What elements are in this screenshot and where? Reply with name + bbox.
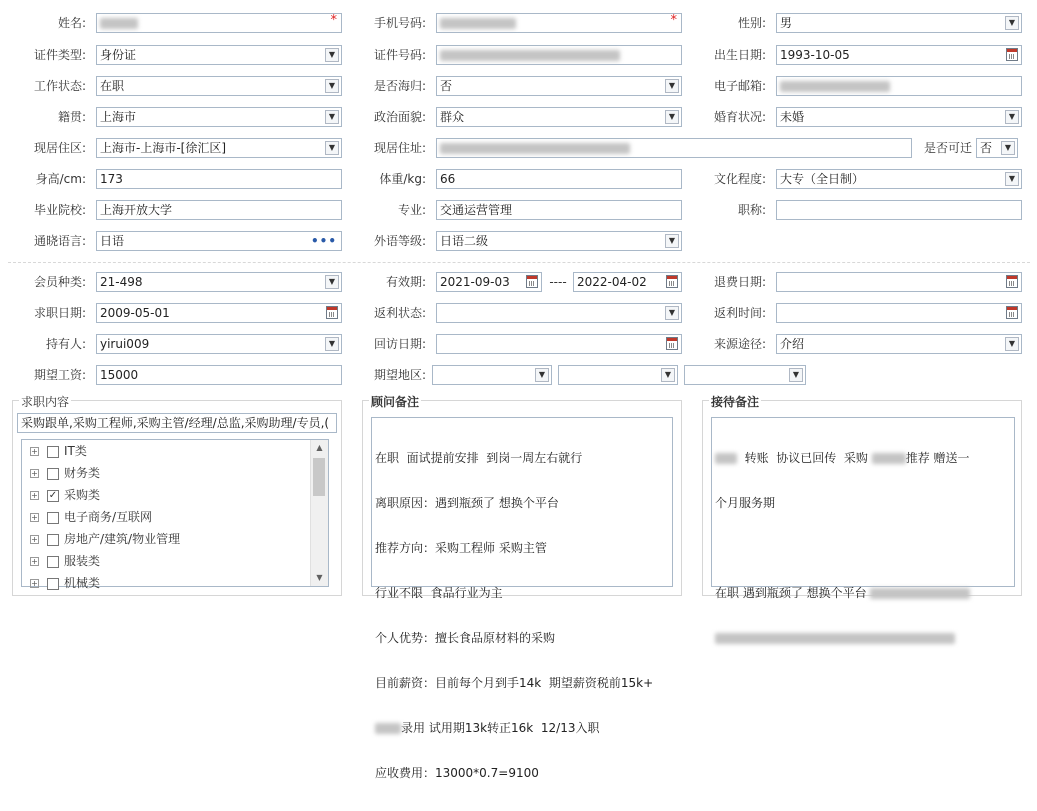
birth-date-field[interactable]: [776, 45, 1022, 65]
source-label: 来源途径:: [713, 337, 766, 351]
birth-date-label: 出生日期:: [713, 48, 766, 62]
overseas-label: 是否海归:: [373, 79, 426, 93]
email-redacted: [780, 81, 890, 92]
redacted-text: [872, 453, 906, 464]
work-status-select[interactable]: [96, 76, 342, 96]
language-field[interactable]: [96, 231, 342, 251]
calendar-icon[interactable]: [526, 275, 538, 288]
valid-to-field[interactable]: [573, 272, 682, 292]
chevron-down-icon[interactable]: ▼: [789, 368, 803, 382]
expand-icon[interactable]: +: [31, 513, 38, 522]
overseas-value: 否: [440, 79, 453, 93]
region-district-select[interactable]: [684, 365, 806, 385]
native-place-label: 籍贯:: [57, 110, 86, 124]
job-content-summary-text: 采购跟单,采购工程师,采购主管/经理/总监,采购助理/专员,(: [21, 416, 330, 430]
source-select[interactable]: [776, 334, 1022, 354]
school-label: 毕业院校:: [33, 203, 86, 217]
foreign-level-select[interactable]: [436, 231, 682, 251]
advisor-note-line: 个人优势：擅长食品原材料的采购: [375, 631, 556, 645]
rebate-status-select[interactable]: [436, 303, 682, 323]
id-number-field[interactable]: [436, 45, 682, 65]
scroll-up-icon[interactable]: ▲: [316, 443, 323, 452]
birth-date-value: 1993-10-05: [780, 48, 850, 62]
tree-item-machinery[interactable]: [30, 573, 100, 593]
valid-from-value: 2021-09-03: [440, 275, 510, 289]
salary-value: 15000: [100, 368, 139, 382]
more-icon[interactable]: •••: [310, 234, 337, 248]
education-value: 大专（全日制）: [780, 172, 865, 186]
advisor-note-line: 在职 面试提前安排 到岗一周左右就行: [375, 451, 583, 465]
tree-item-label: IT类: [64, 444, 87, 458]
overseas-select[interactable]: [436, 76, 682, 96]
valid-to-value: 2022-04-02: [577, 275, 647, 289]
valid-period-label: 有效期:: [385, 275, 426, 289]
name-redacted: [100, 18, 138, 29]
refund-date-label: 退费日期:: [713, 275, 766, 289]
calendar-icon[interactable]: [1006, 275, 1018, 288]
native-place-value: 上海市: [100, 110, 137, 124]
chevron-down-icon[interactable]: ▼: [665, 234, 679, 248]
marital-select[interactable]: [776, 107, 1022, 127]
redacted-name: [375, 723, 401, 734]
job-date-label: 求职日期:: [33, 306, 86, 320]
tree-item-label: 房地产/建筑/物业管理: [64, 532, 181, 546]
advisor-note-textarea[interactable]: [371, 417, 673, 780]
relocate-label: 是否可迁: [923, 141, 972, 155]
reception-note-line: [715, 631, 1011, 646]
weight-label: 体重/kg:: [379, 172, 426, 186]
foreign-level-label: 外语等级:: [373, 234, 426, 248]
reception-note-blank: [715, 541, 1011, 556]
advisor-note-title: 顾问备注: [371, 395, 420, 409]
tree-item-finance[interactable]: [30, 463, 100, 483]
chevron-down-icon[interactable]: ▼: [325, 337, 339, 351]
checkbox[interactable]: [47, 556, 59, 568]
reception-note-line: [715, 586, 1011, 601]
reception-note-text: 转账 协议已回传 采购: [744, 451, 868, 465]
email-label: 电子邮箱:: [713, 79, 766, 93]
id-type-value: 身份证: [100, 48, 137, 62]
major-field[interactable]: [436, 200, 682, 220]
tree-item-label: 机械类: [64, 576, 101, 590]
native-place-select[interactable]: [96, 107, 342, 127]
job-content-panel: [12, 395, 342, 596]
work-status-label: 工作状态:: [33, 79, 86, 93]
id-number-label: 证件号码:: [373, 48, 426, 62]
tree-item-apparel[interactable]: [30, 551, 100, 571]
height-field[interactable]: [96, 169, 342, 189]
political-select[interactable]: [436, 107, 682, 127]
rebate-time-field[interactable]: [776, 303, 1022, 323]
holder-label: 持有人:: [45, 337, 86, 351]
chevron-down-icon[interactable]: ▼: [1005, 110, 1019, 124]
name-field[interactable]: [96, 13, 342, 33]
tree-item-label: 采购类: [64, 488, 101, 502]
holder-value: yirui009: [100, 337, 150, 351]
scroll-down-icon[interactable]: ▼: [316, 573, 323, 582]
residence-area-label: 现居住区:: [33, 141, 86, 155]
job-title-field[interactable]: [776, 200, 1022, 220]
school-value: 上海开放大学: [100, 203, 173, 217]
checkbox-checked[interactable]: ✓: [48, 489, 58, 501]
job-date-field[interactable]: [96, 303, 342, 323]
advisor-note-line: 推荐方向：采购工程师 采购主管: [375, 541, 547, 555]
section-divider: [8, 262, 1030, 263]
language-value: 日语: [100, 234, 125, 248]
reception-note-title: 接待备注: [711, 395, 760, 409]
address-redacted: [440, 143, 630, 154]
redacted-text: [870, 588, 970, 599]
job-title-label: 职称:: [737, 203, 766, 217]
calendar-icon[interactable]: [666, 275, 678, 288]
member-type-select[interactable]: [96, 272, 342, 292]
marital-label: 婚育状况:: [713, 110, 766, 124]
advisor-note-line: 行业不限 食品行业为主: [375, 586, 503, 600]
region-label: 期望地区:: [373, 368, 426, 382]
job-content-title: 求职内容: [21, 395, 70, 409]
tree-item-label: 服装类: [64, 554, 101, 568]
id-number-redacted: [440, 50, 620, 61]
expand-icon[interactable]: +: [31, 491, 38, 500]
phone-redacted: [440, 18, 516, 29]
chevron-down-icon[interactable]: ▼: [325, 79, 339, 93]
advisor-note-line: 录用 试用期13k转正16k 12/13入职: [401, 721, 600, 735]
redacted-text: [715, 633, 955, 644]
region-city-select[interactable]: [558, 365, 678, 385]
political-value: 群众: [440, 110, 465, 124]
reception-note-line: [715, 451, 1011, 466]
political-label: 政治面貌:: [373, 110, 426, 124]
chevron-down-icon[interactable]: ▼: [325, 275, 339, 289]
work-status-value: 在职: [100, 79, 125, 93]
reception-note-text: 在职 遇到瓶颈了 想换个平台: [715, 586, 867, 600]
chevron-down-icon[interactable]: ▼: [535, 368, 549, 382]
source-value: 介绍: [780, 337, 805, 351]
salary-label: 期望工资:: [33, 368, 86, 382]
job-content-summary[interactable]: [17, 413, 337, 433]
marital-value: 未婚: [780, 110, 805, 124]
chevron-down-icon[interactable]: ▼: [325, 110, 339, 124]
chevron-down-icon[interactable]: ▼: [665, 110, 679, 124]
phone-field[interactable]: [436, 13, 682, 33]
expand-icon[interactable]: +: [31, 447, 38, 456]
rebate-time-label: 返利时间:: [713, 306, 766, 320]
expand-icon[interactable]: +: [31, 535, 38, 544]
email-field[interactable]: [776, 76, 1022, 96]
relocate-select[interactable]: [976, 138, 1018, 158]
chevron-down-icon[interactable]: ▼: [665, 306, 679, 320]
expand-icon[interactable]: +: [31, 579, 38, 588]
education-label: 文化程度:: [713, 172, 766, 186]
reception-note-line: 个月服务期: [715, 496, 776, 510]
advisor-note-line: 应收费用：13000*0.7=9100: [375, 766, 539, 780]
language-label: 通晓语言:: [33, 234, 86, 248]
job-date-value: 2009-05-01: [100, 306, 170, 320]
tree-scrollbar[interactable]: [310, 440, 328, 586]
tree-item-label: 财务类: [64, 466, 101, 480]
tree-item-realestate[interactable]: [30, 529, 180, 549]
redacted-text: [715, 453, 737, 464]
chevron-down-icon[interactable]: ▼: [325, 141, 339, 155]
calendar-icon[interactable]: [326, 306, 338, 319]
refund-date-field[interactable]: [776, 272, 1022, 292]
visit-date-label: 回访日期:: [373, 337, 426, 351]
expand-icon[interactable]: +: [31, 469, 38, 478]
tree-item-it[interactable]: [30, 441, 87, 461]
residence-area-value: 上海市-上海市-[徐汇区]: [100, 141, 227, 155]
id-type-select[interactable]: [96, 45, 342, 65]
region-province-select[interactable]: [432, 365, 552, 385]
advisor-note-panel: [362, 395, 682, 780]
advisor-note-line: 离职原因：遇到瓶颈了 想换个平台: [375, 496, 559, 510]
tree-item-ecommerce[interactable]: [30, 507, 152, 527]
salary-field[interactable]: [96, 365, 342, 385]
relocate-value: 否: [980, 141, 993, 155]
calendar-icon[interactable]: [666, 337, 678, 350]
advisor-note-line-with-redaction: [375, 721, 669, 736]
foreign-level-value: 日语二级: [440, 234, 489, 248]
gender-value: 男: [780, 16, 793, 30]
education-select[interactable]: [776, 169, 1022, 189]
chevron-down-icon[interactable]: ▼: [1005, 337, 1019, 351]
job-category-tree: [21, 439, 329, 590]
residence-address-label: 现居住址:: [373, 141, 426, 155]
chevron-down-icon[interactable]: ▼: [325, 48, 339, 62]
residence-address-field[interactable]: [436, 138, 912, 158]
member-type-value: 21-498: [100, 275, 143, 289]
holder-select[interactable]: [96, 334, 342, 354]
height-value: 173: [100, 172, 123, 186]
calendar-icon[interactable]: [1006, 48, 1018, 61]
height-label: 身高/cm:: [35, 172, 86, 186]
weight-value: 66: [440, 172, 456, 186]
visit-date-field[interactable]: [436, 334, 682, 354]
valid-period-separator: ----: [549, 275, 567, 289]
advisor-note-line: 目前薪资：目前每个月到手14k 期望薪资税前15k+: [375, 676, 654, 690]
phone-label: 手机号码:: [373, 16, 426, 30]
gender-label: 性别:: [737, 16, 766, 30]
major-value: 交通运营管理: [440, 203, 513, 217]
chevron-down-icon[interactable]: ▼: [1005, 16, 1019, 30]
expand-icon[interactable]: +: [31, 557, 38, 566]
name-label: 姓名:: [57, 16, 86, 30]
weight-field[interactable]: [436, 169, 682, 189]
valid-from-field[interactable]: [436, 272, 542, 292]
reception-note-textarea[interactable]: [711, 417, 1015, 600]
id-type-label: 证件类型:: [33, 48, 86, 62]
rebate-status-label: 返利状态:: [373, 306, 426, 320]
major-label: 专业:: [397, 203, 426, 217]
reception-note-panel: [702, 395, 1022, 600]
chevron-down-icon[interactable]: ▼: [665, 79, 679, 93]
gender-select[interactable]: [776, 13, 1022, 33]
calendar-icon[interactable]: [1006, 306, 1018, 319]
checkbox[interactable]: [47, 512, 59, 524]
chevron-down-icon[interactable]: ▼: [1005, 172, 1019, 186]
tree-item-label: 电子商务/互联网: [64, 510, 153, 524]
reception-note-text: 推荐 赠送一: [905, 451, 970, 465]
checkbox[interactable]: [47, 578, 59, 590]
checkbox[interactable]: [47, 534, 59, 546]
residence-area-select[interactable]: [96, 138, 342, 158]
checkbox[interactable]: [47, 446, 59, 458]
chevron-down-icon[interactable]: ▼: [1001, 141, 1015, 155]
member-type-label: 会员种类:: [33, 275, 86, 289]
tree-item-purchasing[interactable]: [30, 485, 100, 505]
school-field[interactable]: [96, 200, 342, 220]
checkbox[interactable]: [47, 468, 59, 480]
chevron-down-icon[interactable]: ▼: [661, 368, 675, 382]
scroll-thumb[interactable]: [313, 458, 325, 496]
